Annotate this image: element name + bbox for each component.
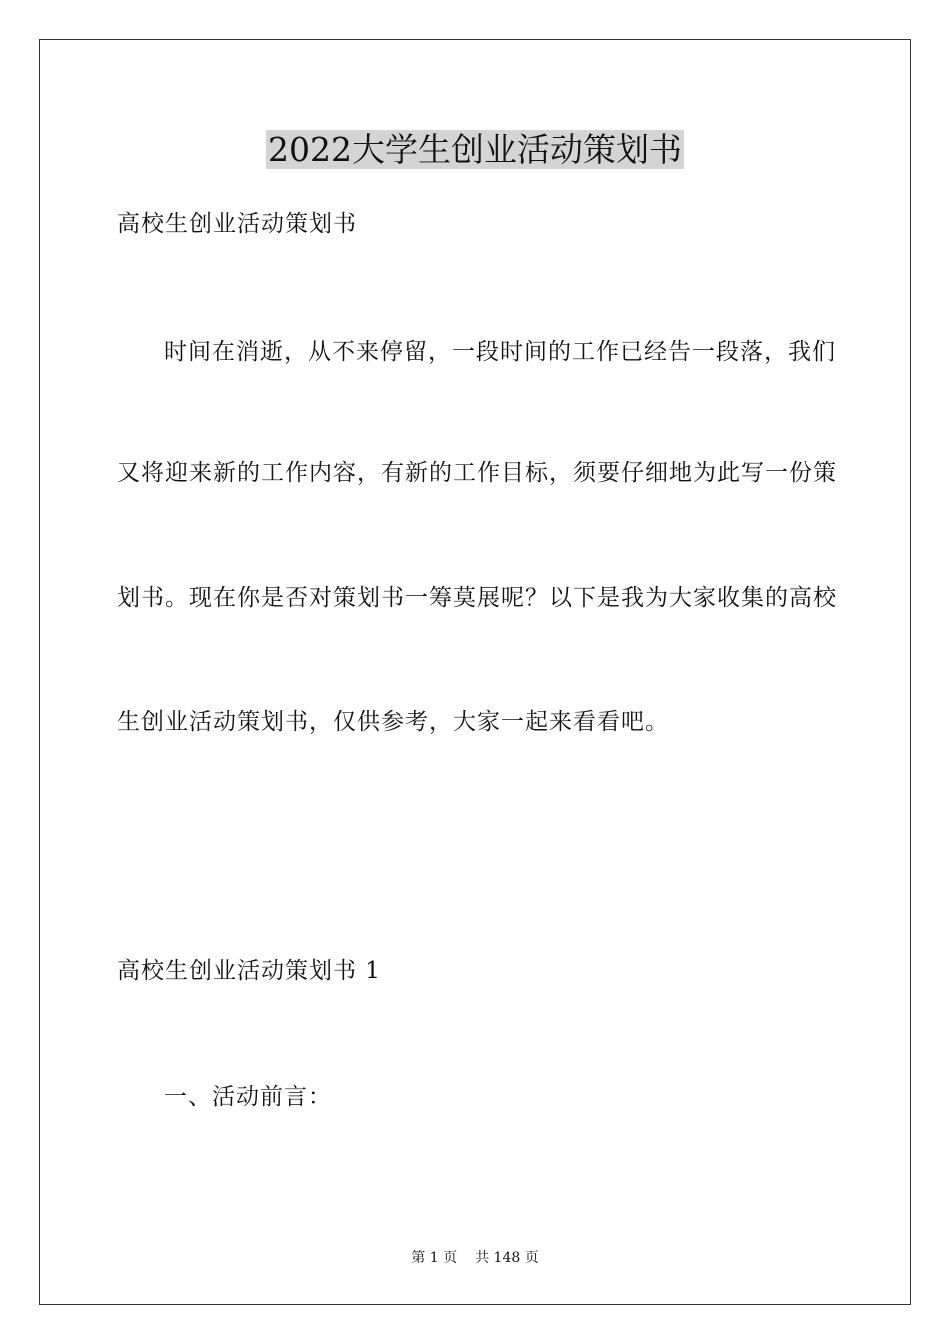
- subsection-heading: 一、活动前言：: [164, 1084, 332, 1110]
- section-heading: 高校生创业活动策划书 1: [117, 958, 381, 984]
- document-subtitle: 高校生创业活动策划书: [117, 211, 357, 237]
- page-footer: [0, 1249, 950, 1267]
- page-number: 第 1 页: [411, 1250, 458, 1266]
- intro-line-1: 时间在消逝，从不来停留，一段时间的工作已经告一段落，我们: [164, 339, 836, 365]
- page-total: 共 148 页: [475, 1250, 539, 1266]
- document-title-text: 2022大学生创业活动策划书: [268, 130, 682, 169]
- intro-line-4: 生创业活动策划书，仅供参考，大家一起来看看吧。: [117, 709, 669, 735]
- document-title: [0, 128, 950, 172]
- intro-line-3: 划书。现在你是否对策划书一筹莫展呢？以下是我为大家收集的高校: [117, 585, 837, 611]
- intro-line-2: 又将迎来新的工作内容，有新的工作目标，须要仔细地为此写一份策: [117, 460, 837, 486]
